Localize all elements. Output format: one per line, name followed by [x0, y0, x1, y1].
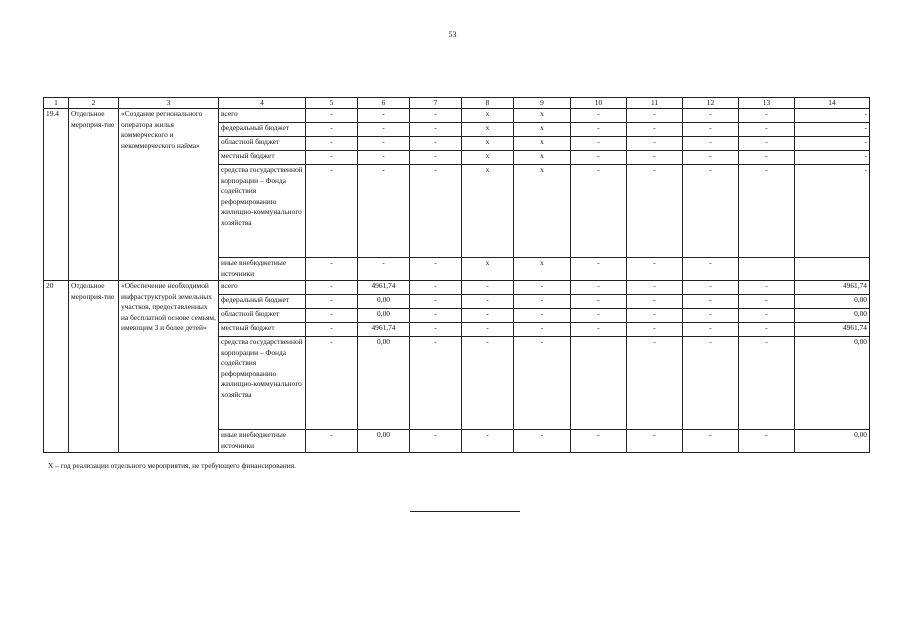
value-cell: -: [571, 295, 627, 309]
value-cell: х: [514, 151, 571, 165]
value-cell: -: [795, 151, 870, 165]
value-cell: -: [739, 151, 795, 165]
table-row: [44, 109, 870, 123]
value-cell: 0,00: [795, 295, 870, 309]
value-cell: -: [571, 309, 627, 323]
value-cell: -: [683, 109, 739, 123]
value-cell: -: [683, 123, 739, 137]
value-cell: -: [571, 430, 627, 453]
funding-source: иные внебюджетные источники: [219, 258, 306, 281]
value-cell: -: [683, 151, 739, 165]
value-cell: -: [739, 430, 795, 453]
value-cell: 0,00: [795, 337, 870, 430]
funding-source: средства государственной корпорации – Фонда содействия реформированию жилищно-коммунального хозяйства: [219, 337, 306, 430]
item-name: «Обеспечение необходимой инфраструктурой земельных участков, предоставленных на бесплатной основе семьям, имеющим 3 и более детей»: [119, 281, 219, 453]
value-cell: -: [410, 295, 462, 309]
column-header: 6: [358, 98, 410, 109]
value-cell: -: [739, 295, 795, 309]
value-cell: -: [739, 137, 795, 151]
value-cell: х: [514, 258, 571, 281]
funding-source: федеральный бюджет: [219, 123, 306, 137]
value-cell: -: [358, 165, 410, 258]
value-cell: -: [306, 109, 358, 123]
value-cell: -: [795, 123, 870, 137]
value-cell: -: [627, 123, 683, 137]
value-cell: -: [462, 337, 514, 430]
value-cell: -: [514, 295, 571, 309]
value-cell: -: [514, 281, 571, 295]
value-cell: -: [795, 165, 870, 258]
value-cell: -: [306, 281, 358, 295]
signature-line: [410, 511, 520, 512]
value-cell: х: [462, 165, 514, 258]
value-cell: -: [514, 337, 571, 430]
value-cell: -: [306, 165, 358, 258]
value-cell: -: [739, 323, 795, 337]
value-cell: -: [683, 309, 739, 323]
value-cell: -: [358, 137, 410, 151]
value-cell: -: [627, 430, 683, 453]
funding-source: средства государственной корпорации – Фонда содействия реформированию жилищно-коммунального хозяйства: [219, 165, 306, 258]
value-cell: -: [683, 430, 739, 453]
value-cell: -: [462, 309, 514, 323]
value-cell: х: [462, 258, 514, 281]
value-cell: -: [739, 123, 795, 137]
value-cell: -: [683, 281, 739, 295]
value-cell: -: [739, 337, 795, 430]
value-cell: -: [358, 109, 410, 123]
value-cell: -: [571, 323, 627, 337]
value-cell: -: [462, 323, 514, 337]
column-header: 12: [683, 98, 739, 109]
value-cell: -: [571, 137, 627, 151]
value-cell: -: [739, 109, 795, 123]
value-cell: -: [739, 165, 795, 258]
value-cell: -: [571, 258, 627, 281]
value-cell: -: [683, 258, 739, 281]
value-cell: -: [306, 123, 358, 137]
value-cell: -: [410, 323, 462, 337]
value-cell: -: [683, 137, 739, 151]
funding-source: местный бюджет: [219, 323, 306, 337]
value-cell: -: [571, 281, 627, 295]
value-cell: -: [410, 137, 462, 151]
value-cell: -: [627, 309, 683, 323]
value-cell: 4961,74: [795, 323, 870, 337]
value-cell: -: [627, 165, 683, 258]
item-name: «Создание регионального оператора жилья коммерческого и некоммерческого найма»: [119, 109, 219, 281]
value-cell: -: [683, 323, 739, 337]
value-cell: -: [306, 430, 358, 453]
funding-source: федеральный бюджет: [219, 295, 306, 309]
value-cell: -: [410, 165, 462, 258]
value-cell: -: [683, 337, 739, 430]
value-cell: -: [514, 430, 571, 453]
value-cell: -: [306, 258, 358, 281]
value-cell: -: [627, 295, 683, 309]
value-cell: 0,00: [358, 295, 410, 309]
value-cell: -: [795, 137, 870, 151]
column-header: 10: [571, 98, 627, 109]
item-type: Отдельное мероприя-тие: [69, 281, 119, 453]
value-cell: 0,00: [358, 430, 410, 453]
value-cell: [795, 258, 870, 281]
value-cell: -: [627, 109, 683, 123]
funding-source: областной бюджет: [219, 309, 306, 323]
value-cell: -: [306, 295, 358, 309]
value-cell: [739, 258, 795, 281]
value-cell: -: [571, 123, 627, 137]
funding-source: местный бюджет: [219, 151, 306, 165]
value-cell: -: [306, 309, 358, 323]
value-cell: 4961,74: [795, 281, 870, 295]
value-cell: -: [627, 337, 683, 430]
funding-source: областной бюджет: [219, 137, 306, 151]
value-cell: -: [514, 309, 571, 323]
column-header: 5: [306, 98, 358, 109]
table-row: [44, 281, 870, 295]
value-cell: -: [410, 258, 462, 281]
value-cell: -: [627, 151, 683, 165]
column-header: 13: [739, 98, 795, 109]
value-cell: -: [306, 323, 358, 337]
column-header: 14: [795, 98, 870, 109]
value-cell: -: [462, 281, 514, 295]
value-cell: х: [462, 151, 514, 165]
value-cell: -: [410, 123, 462, 137]
value-cell: -: [410, 309, 462, 323]
value-cell: х: [514, 123, 571, 137]
value-cell: -: [410, 430, 462, 453]
value-cell: -: [358, 151, 410, 165]
value-cell: -: [462, 430, 514, 453]
value-cell: -: [410, 151, 462, 165]
value-cell: -: [739, 281, 795, 295]
column-header: 4: [219, 98, 306, 109]
column-header: 9: [514, 98, 571, 109]
column-header: 11: [627, 98, 683, 109]
value-cell: 4961,74: [358, 323, 410, 337]
funding-source: всего: [219, 109, 306, 123]
value-cell: -: [358, 123, 410, 137]
value-cell: -: [306, 337, 358, 430]
value-cell: 0,00: [358, 309, 410, 323]
value-cell: -: [627, 281, 683, 295]
value-cell: 0,00: [358, 337, 410, 430]
value-cell: -: [410, 109, 462, 123]
value-cell: х: [462, 123, 514, 137]
value-cell: -: [627, 258, 683, 281]
value-cell: х: [462, 137, 514, 151]
funding-source: иные внебюджетные источники: [219, 430, 306, 453]
page-number: 53: [448, 30, 457, 39]
column-header: 2: [69, 98, 119, 109]
footnote: Х – год реализации отдельного мероприятия, не требующего финансирования.: [48, 461, 296, 470]
value-cell: х: [514, 165, 571, 258]
value-cell: -: [739, 309, 795, 323]
column-header: 3: [119, 98, 219, 109]
value-cell: -: [571, 109, 627, 123]
value-cell: х: [514, 109, 571, 123]
item-type: Отдельное мероприя-тие: [69, 109, 119, 281]
item-number: 19.4: [44, 109, 69, 281]
value-cell: -: [627, 323, 683, 337]
column-header: 1: [44, 98, 69, 109]
value-cell: х: [514, 137, 571, 151]
column-header: 7: [410, 98, 462, 109]
value-cell: -: [306, 137, 358, 151]
header-row: [44, 98, 870, 109]
value-cell: -: [683, 165, 739, 258]
value-cell: х: [462, 109, 514, 123]
value-cell: -: [410, 281, 462, 295]
value-cell: -: [306, 151, 358, 165]
value-cell: [571, 337, 627, 430]
value-cell: 4961,74: [358, 281, 410, 295]
value-cell: -: [462, 295, 514, 309]
value-cell: -: [683, 295, 739, 309]
value-cell: -: [627, 137, 683, 151]
value-cell: 0,00: [795, 430, 870, 453]
value-cell: -: [795, 109, 870, 123]
financing-table: [43, 97, 870, 453]
funding-source: всего: [219, 281, 306, 295]
value-cell: -: [571, 165, 627, 258]
value-cell: -: [358, 258, 410, 281]
item-number: 20: [44, 281, 69, 453]
value-cell: 0,00: [795, 309, 870, 323]
value-cell: -: [571, 151, 627, 165]
value-cell: -: [410, 337, 462, 430]
value-cell: -: [514, 323, 571, 337]
column-header: 8: [462, 98, 514, 109]
